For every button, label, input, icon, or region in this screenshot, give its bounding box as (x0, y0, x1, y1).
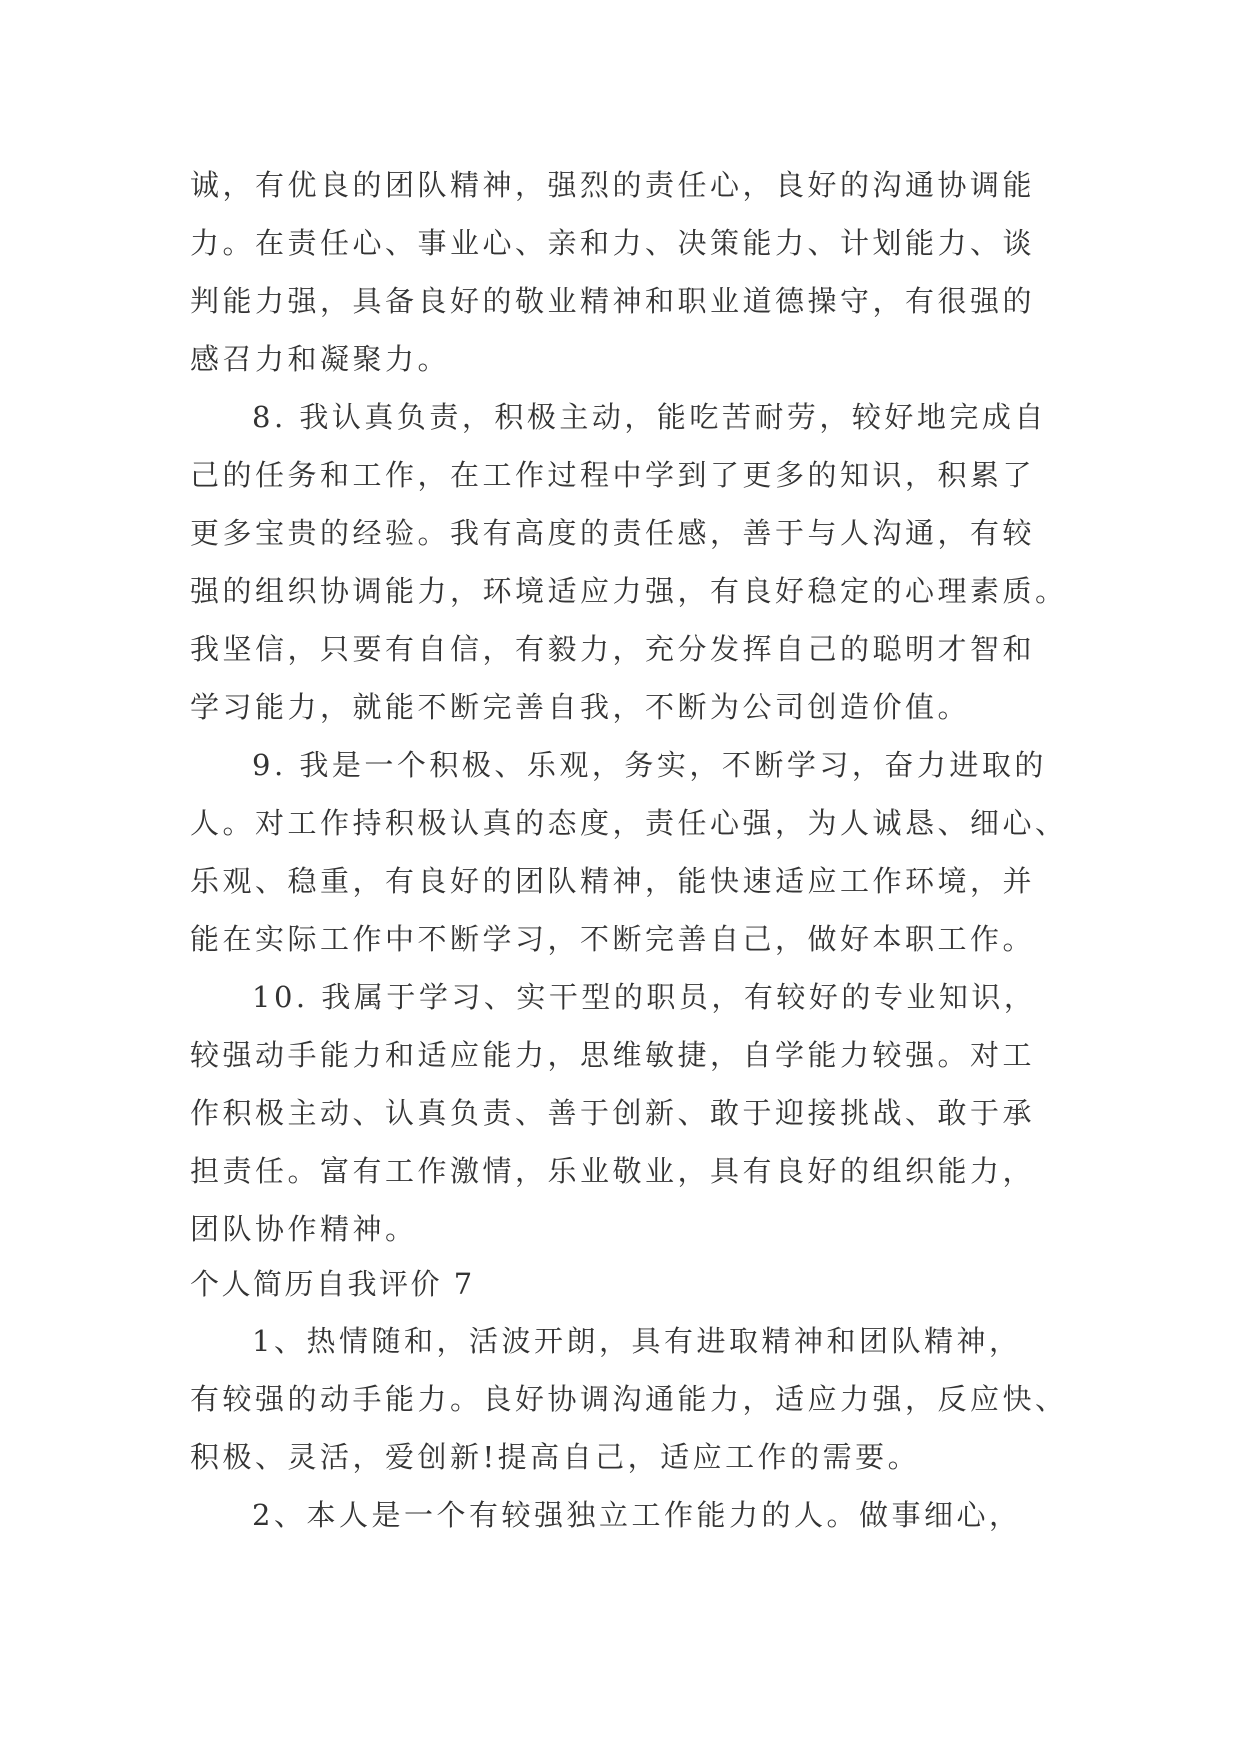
text-line: 有较强的动手能力。良好协调沟通能力，适应力强，反应快、 (190, 1382, 1068, 1416)
text-line: 人。对工作持积极认真的态度，责任心强，为人诚恳、细心、 (190, 806, 1068, 840)
text-line: 担责任。富有工作激情，乐业敬业，具有良好的组织能力， (190, 1154, 1036, 1188)
text-line: 作积极主动、认真负责、善于创新、敢于迎接挑战、敢于承 (190, 1096, 1036, 1130)
text-line: 较强动手能力和适应能力，思维敏捷，自学能力较强。对工 (190, 1038, 1036, 1072)
text-line: 乐观、稳重，有良好的团队精神，能快速适应工作环境，并 (190, 864, 1036, 898)
text-line: 更多宝贵的经验。我有高度的责任感，善于与人沟通，有较 (190, 516, 1036, 550)
text-line: 感召力和凝聚力。 (190, 342, 451, 376)
text-line: 我坚信，只要有自信，有毅力，充分发挥自己的聪明才智和 (190, 632, 1036, 666)
item-2-start: 2、本人是一个有较强独立工作能力的人。做事细心， (252, 1498, 1022, 1532)
paragraph-9-start: 9. 我是一个积极、乐观，务实，不断学习，奋力进取的 (252, 748, 1047, 782)
text-line: 己的任务和工作，在工作过程中学到了更多的知识，积累了 (190, 458, 1036, 492)
section-heading: 个人简历自我评价 7 (190, 1267, 475, 1301)
text-line: 诚，有优良的团队精神，强烈的责任心，良好的沟通协调能 (190, 168, 1036, 202)
text-line: 能在实际工作中不断学习，不断完善自己，做好本职工作。 (190, 922, 1036, 956)
paragraph-8-start: 8. 我认真负责，积极主动，能吃苦耐劳，较好地完成自 (252, 400, 1047, 434)
text-line: 积极、灵活，爱创新!提高自己，适应工作的需要。 (190, 1440, 921, 1474)
text-line: 判能力强，具备良好的敬业精神和职业道德操守，有很强的 (190, 284, 1036, 318)
paragraph-10-start: 10. 我属于学习、实干型的职员，有较好的专业知识， (252, 980, 1037, 1014)
text-line: 强的组织协调能力，环境适应力强，有良好稳定的心理素质。 (190, 574, 1068, 608)
text-line: 力。在责任心、事业心、亲和力、决策能力、计划能力、谈 (190, 226, 1036, 260)
text-line: 团队协作精神。 (190, 1212, 418, 1246)
text-line: 学习能力，就能不断完善自我，不断为公司创造价值。 (190, 690, 971, 724)
item-1-start: 1、热情随和，活波开朗，具有进取精神和团队精神， (252, 1324, 1022, 1358)
